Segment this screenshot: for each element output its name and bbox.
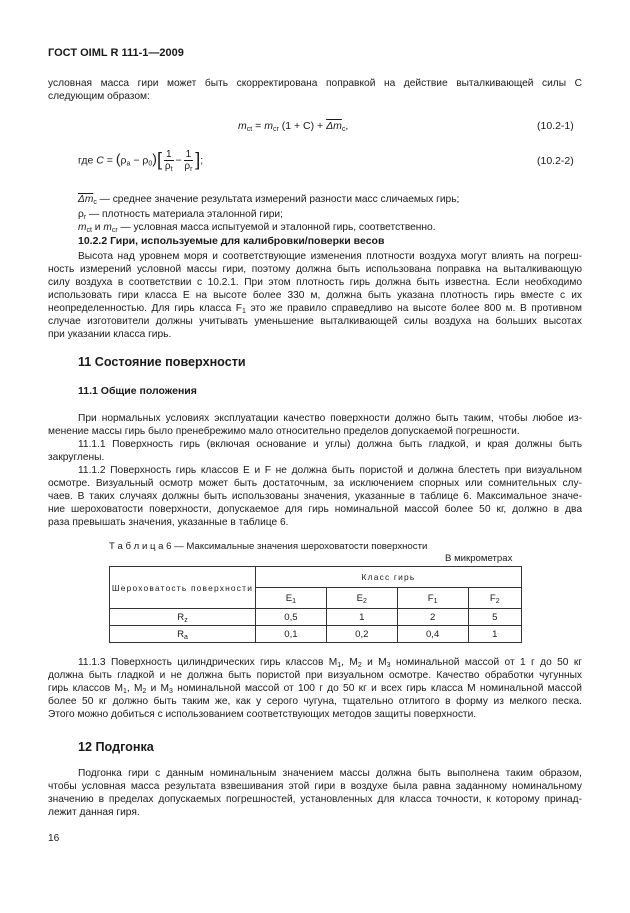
para-1112-line-4: ние шероховатости поверхности, допускаемое для гирь номинальной массой более 50 кг, должно в два [48,504,582,515]
intro-line-1: условная масса гири может быть скорректирована поправкой на действие выталкивающей силы С [48,78,582,89]
para-1112-line-3: чаев. В таких случаях должны быть использованы значения, указанные в таблице 6. Максимальное значе- [48,491,582,502]
definition-rho-r: $\rho_r$ — плотность материала эталонной гири; [78,209,283,221]
para-1022-line-5: неопределенностью. Для гирь класса $F_1$ это же правило справедливо на высоте более 800 м. В противном [48,303,582,315]
para-1112-line-1: 11.1.2 Поверхность гирь классов Е и F не должна быть пористой и должна блестеть при визуальном [78,465,582,476]
table-cell: 5 [468,609,521,626]
para-1022-line-1: Высота над уровнем моря и соответствующие изменения плотности воздуха могут влиять на погреш- [78,251,582,262]
table-row [110,609,522,626]
equation-10-2-2: где $C = (\rho_a - \rho_0)$[ $\frac{1}{\rho_t}$ − $\frac{1}{\rho_r}$ ]; [78,149,204,173]
table-cell: 1 [468,626,521,643]
table-units: В микрометрах [445,553,513,564]
heading-section-11: 11 Состояние поверхности [78,355,246,369]
document-header: ГОСТ OIML R 111-1—2009 [48,47,184,59]
equation-10-2-1: $m_{ct} = m_{cr}$ $(1 + C) + \overline{\Delta m}_c$, [238,120,349,133]
para-12-line-3: значению в пределах допускаемых погрешностей, установленных для класса точности, к которому принад- [48,794,582,805]
equation-number-1: (10.2-1) [537,120,574,132]
para-1022-line-2: ность измерений условной массы гири, поэтому должна быть использована поправка на выталкивающую [48,264,582,275]
table-caption: Т а б л и ц а 6 — Максимальные значения шероховатости поверхности [109,541,428,552]
table-cell: 0,2 [326,626,397,643]
intro-line-2: следующим образом: [48,91,150,102]
table-cell: 2 [397,609,468,626]
table-cell: 0,5 [256,609,327,626]
para-111-line-2: менение массы гирь было пренебрежимо мало относительно пределов допускаемой погрешности. [48,426,520,437]
page-number: 16 [48,833,60,844]
para-1111-line-1: 11.1.1 Поверхность гирь (включая основание и углы) должна быть гладкой, и края должны быть [78,439,582,450]
table-row-label: $R_z$ [110,609,256,626]
table-cell: 0,1 [256,626,327,643]
para-1113-line-4: более 50 кг должно быть таким же, как у серого чугуна, тщательно отлитого в форму из мелкого песка. [48,696,582,707]
para-1022-line-4: использовать гири класса Е на высоте более 330 м, должна быть указана плотность гирь вместе с их [48,290,582,301]
table-class-col: $F_2$ [468,588,521,609]
para-1113-line-3: гирь классов $M_1$, $M_2$ и $M_3$ номинальной массой от 100 г до 50 кг и всех гирь класса M номинальной массой [48,683,582,695]
definition-delta-m: $\overline{\Delta m}_c$ — среднее значение результата измерений разности масс сличаемых гирь; [78,194,460,206]
table-row-label: $R_a$ [110,626,256,643]
roughness-table [109,566,522,643]
para-12-line-1: Подгонка гири с данным номинальным значением массы должна быть выполнена таким образом, [78,768,582,779]
para-1022-line-6: случае изготовители должны учитывать уменьшение выталкивающей силы воздуха на больших высотах [48,316,582,327]
para-12-line-2: чтобы условная масса результата взвешивания этой гири в воздухе была равна заданному номинальному [48,781,582,792]
para-1113-line-1: 11.1.3 Поверхность цилиндрических гирь классов $M_1$, $M_2$ и $M_3$ номинальной массой от 1 г до 50 кг [78,657,583,669]
table-cell: 0,4 [397,626,468,643]
table-row [110,626,522,643]
heading-section-12: 12 Подгонка [78,740,154,754]
heading-11-1: 11.1 Общие положения [78,385,197,397]
table-class-col: $E_2$ [326,588,397,609]
table-row-header: Шероховатость поверхности [110,567,256,609]
para-1113-line-2: должна быть гладкой и не должна быть пористой при визуальном осмотре. Качество обработки чугунных [48,670,582,681]
para-1112-line-2: осмотре. Визуальный осмотр может быть достаточным, за исключением спорных или сомнительных слу- [48,478,582,489]
para-12-line-4: лежит данная гиря. [48,807,140,818]
table-class-col: $E_1$ [256,588,327,609]
para-111-line-1: При нормальных условиях эксплуатации качество поверхности должно быть таким, чтобы любое из- [78,413,582,424]
heading-10-2-2: 10.2.2 Гири, используемые для калибровки/поверки весов [78,235,385,247]
table-class-header: Класс гирь [256,567,522,588]
para-1112-line-5: раза превышать значения, указанные в таблице 6. [48,517,289,528]
table-cell: 1 [326,609,397,626]
para-1113-line-5: Этого можно добиться с использованием соответствующих методов защиты поверхности. [48,709,477,720]
para-1022-line-7: при указании класса гирь. [48,329,172,340]
table-class-col: $F_1$ [397,588,468,609]
definition-masses: $m_{ct}$ и $m_{cr}$ — условная масса испытуемой и эталонной гирь, соответственно. [78,222,436,234]
para-1111-line-2: закруглены. [48,452,105,463]
para-1022-line-3: силу воздуха в соответствии с 10.2.1. При этом плотность гирь должна быть известна. Если необходимо [48,277,582,288]
equation-number-2: (10.2-2) [537,155,574,167]
